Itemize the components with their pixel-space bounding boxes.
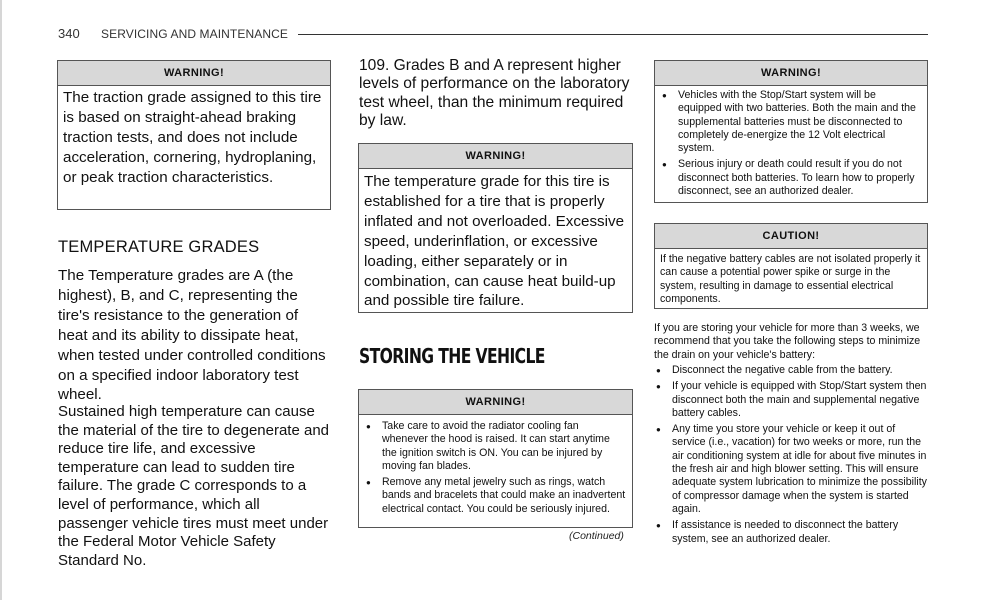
warning-bullet: ● Take care to avoid the radiator cooling fan whenever the hood is raised. It can start anytime the ignition switch is ON. You can be injured by moving fan blades. bbox=[364, 420, 626, 473]
caution-title: CAUTION! bbox=[655, 224, 927, 249]
warning-bullet: ● Remove any metal jewelry such as rings, watch bands and bracelets that could make an inadvertent electrical contact. You could be seriously injured. bbox=[364, 476, 626, 516]
temperature-para-2: Sustained high temperature can cause the material of the tire to degenerate and reduce tire life, and excessive temperature can lead to sudden tire failure. The grade C corresponds to a level of performance, which all passenger vehicle tires must meet under the Federal Motor Vehicle Safety Standard No. bbox=[58, 403, 330, 569]
warning-text: The traction grade assigned to this tire is based on straight-ahead braking traction tests, and does not include acceleration, cornering, hydroplaning, or peak traction characteristics. bbox=[63, 89, 322, 186]
section-title: SERVICING AND MAINTENANCE bbox=[101, 27, 288, 41]
grades-continuation-para: 109. Grades B and A represent higher levels of performance on the laboratory test wheel, than the minimum required by law. bbox=[359, 57, 630, 130]
battery-caution-box bbox=[654, 223, 928, 309]
storage-intro: If you are storing your vehicle for more than 3 weeks, we recommend that you take the following steps to minimize the drain on your vehicle's battery: bbox=[654, 322, 921, 361]
continued-label: (Continued) bbox=[569, 530, 624, 542]
page-number: 340 bbox=[58, 26, 80, 41]
warning-text: The temperature grade for this tire is established for a tire that is properly inflated and not overloaded. Excessive speed, underinflation, or excessive loading, either separately or in combination, can cause heat build-up and possible tire failure. bbox=[364, 173, 625, 310]
storage-step: ● If assistance is needed to disconnect the battery system, see an authorized dealer. bbox=[654, 519, 930, 546]
storing-vehicle-heading: STORING THE VEHICLE bbox=[359, 344, 545, 368]
temperature-grades-heading: TEMPERATURE GRADES bbox=[58, 238, 260, 256]
storage-step: ● Disconnect the negative cable from the battery. bbox=[654, 364, 930, 377]
temperature-para-1: The Temperature grades are A (the highest), B, and C, representing the tire's resistance to the generation of heat and its ability to dissipate heat, when tested under controlled conditions on a specified indoor laboratory test wheel. bbox=[58, 267, 326, 404]
battery-warning-box bbox=[654, 60, 928, 203]
caution-text: If the negative battery cables are not isolated properly it can cause a potential power spike or surge in the system, resulting in damage to essential electrical components. bbox=[660, 253, 921, 305]
warning-title: WARNING! bbox=[359, 390, 632, 415]
storage-step: ● Any time you store your vehicle or keep it out of service (i.e., vacation) for two weeks or more, run the air conditioning system at idle for about five minutes in the fresh air and high blower setting. This will ensure adequate system lubrication to minimize the possibility of compressor damage when the system is started again. bbox=[654, 423, 930, 516]
warning-title: WARNING! bbox=[359, 144, 632, 169]
temperature-warning-box bbox=[358, 143, 633, 313]
header-rule bbox=[298, 34, 928, 35]
page-edge bbox=[0, 0, 2, 600]
warning-title: WARNING! bbox=[655, 61, 927, 86]
storing-warning-box bbox=[358, 389, 633, 528]
storage-steps-list bbox=[654, 364, 930, 549]
page-header bbox=[58, 26, 928, 44]
warning-title: WARNING! bbox=[58, 61, 330, 86]
warning-bullet: ● Serious injury or death could result if you do not disconnect both batteries. To learn how to properly disconnect, see an authorized dealer. bbox=[660, 158, 921, 198]
storage-step: ● If your vehicle is equipped with Stop/Start system then disconnect both the main and supplemental negative battery cables. bbox=[654, 380, 930, 420]
warning-bullet: ● Vehicles with the Stop/Start system will be equipped with two batteries. Both the main and the supplemental batteries must be disconnected to completely de-energize the 12 Volt electrical system. bbox=[660, 89, 921, 155]
traction-warning-box bbox=[57, 60, 331, 210]
